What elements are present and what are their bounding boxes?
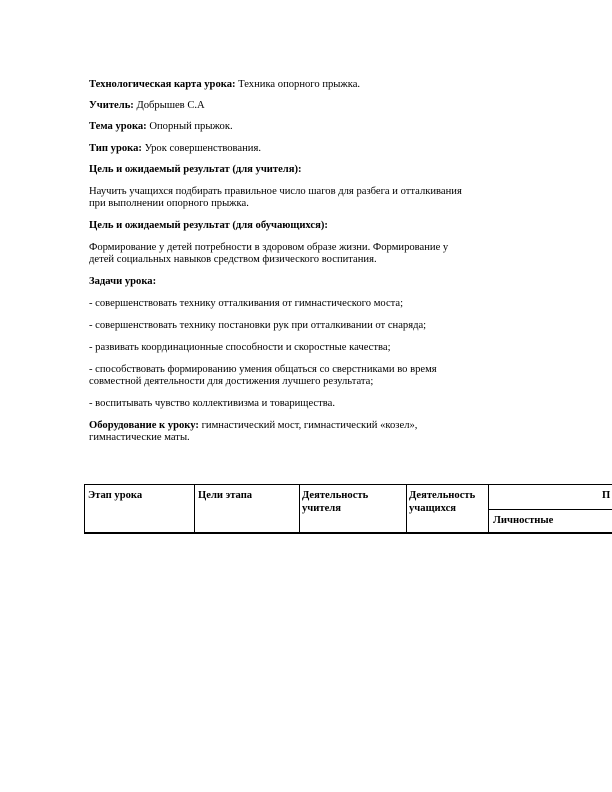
tech-map-value: Техника опорного прыжка. [235,79,361,90]
lesson-type-label: Тип урока: [89,143,142,154]
table-header-stage: Этап урока [88,490,143,501]
lesson-table [84,484,612,534]
table-header-teacher-activity-line1: Деятельность [302,490,369,501]
goal-teacher-heading [89,164,529,177]
goal-students-line2: детей социальных навыков средством физического воспитания. [89,254,377,265]
equipment-line2: гимнастические маты. [89,432,190,443]
table-subheader-personal: Личностные [493,515,554,526]
goal-students-line1: Формирование у детей потребности в здоровом образе жизни. Формирование у [89,242,449,253]
task-item: - совершенствовать технику постановки рук при отталкивании от снаряда; [89,320,427,331]
task-item: совместной деятельности для достижения лучшего результата; [89,376,374,387]
tech-map-label: Технологическая карта урока: [89,79,236,90]
equipment-label: Оборудование к уроку: [89,420,199,431]
table-header-goals: Цели этапа [198,490,253,501]
goal-students-heading-text: Цель и ожидаемый результат (для обучающихся): [89,220,328,231]
tech-map-line [89,79,529,92]
table-header-teacher-activity-line2: учителя [302,502,341,514]
topic-label: Тема урока: [89,121,147,132]
table-col-divider [194,484,195,534]
goal-students-heading [89,220,529,233]
table-border-top [84,484,612,485]
equipment-line [89,420,529,433]
table-header-teacher-activity [302,490,368,515]
table-header-student-activity-line2: учащихся [409,502,457,514]
goal-teacher-line1: Научить учащихся подбирать правильное число шагов для разбега и отталкивания [89,186,462,197]
topic-value: Опорный прыжок. [146,121,233,132]
table-col-divider [406,484,407,534]
table-border-bottom [84,532,612,534]
table-col-divider [299,484,300,534]
teacher-label: Учитель: [89,100,134,111]
goal-teacher-line2: при выполнении опорного прыжка. [89,198,249,209]
teacher-line [89,100,529,113]
table-col-divider [84,484,85,534]
table-header-results: П [602,490,611,501]
lesson-type-value: Урок совершенствования. [141,143,261,154]
task-item: - способствовать формированию умения общаться со сверстниками во время [89,364,437,375]
table-subheader-divider [488,509,612,510]
tasks-heading [89,276,529,289]
table-header-student-activity-line1: Деятельность [409,490,476,501]
task-item: - воспитывать чувство коллективизма и товарищества. [89,398,335,409]
tasks-heading-text: Задачи урока: [89,276,157,287]
teacher-value: Добрышев С.А [133,100,205,111]
task-item: - совершенствовать технику отталкивания от гимнастического моста; [89,298,404,309]
goal-teacher-heading-text: Цель и ожидаемый результат (для учителя): [89,164,302,175]
task-item: - развивать координационные способности и скоростные качества; [89,342,391,353]
equipment-value: гимнастический мост, гимнастический «козел», [198,420,418,431]
table-col-divider [488,484,489,534]
topic-line [89,121,529,134]
lesson-type-line [89,143,529,156]
table-header-student-activity [409,490,475,515]
